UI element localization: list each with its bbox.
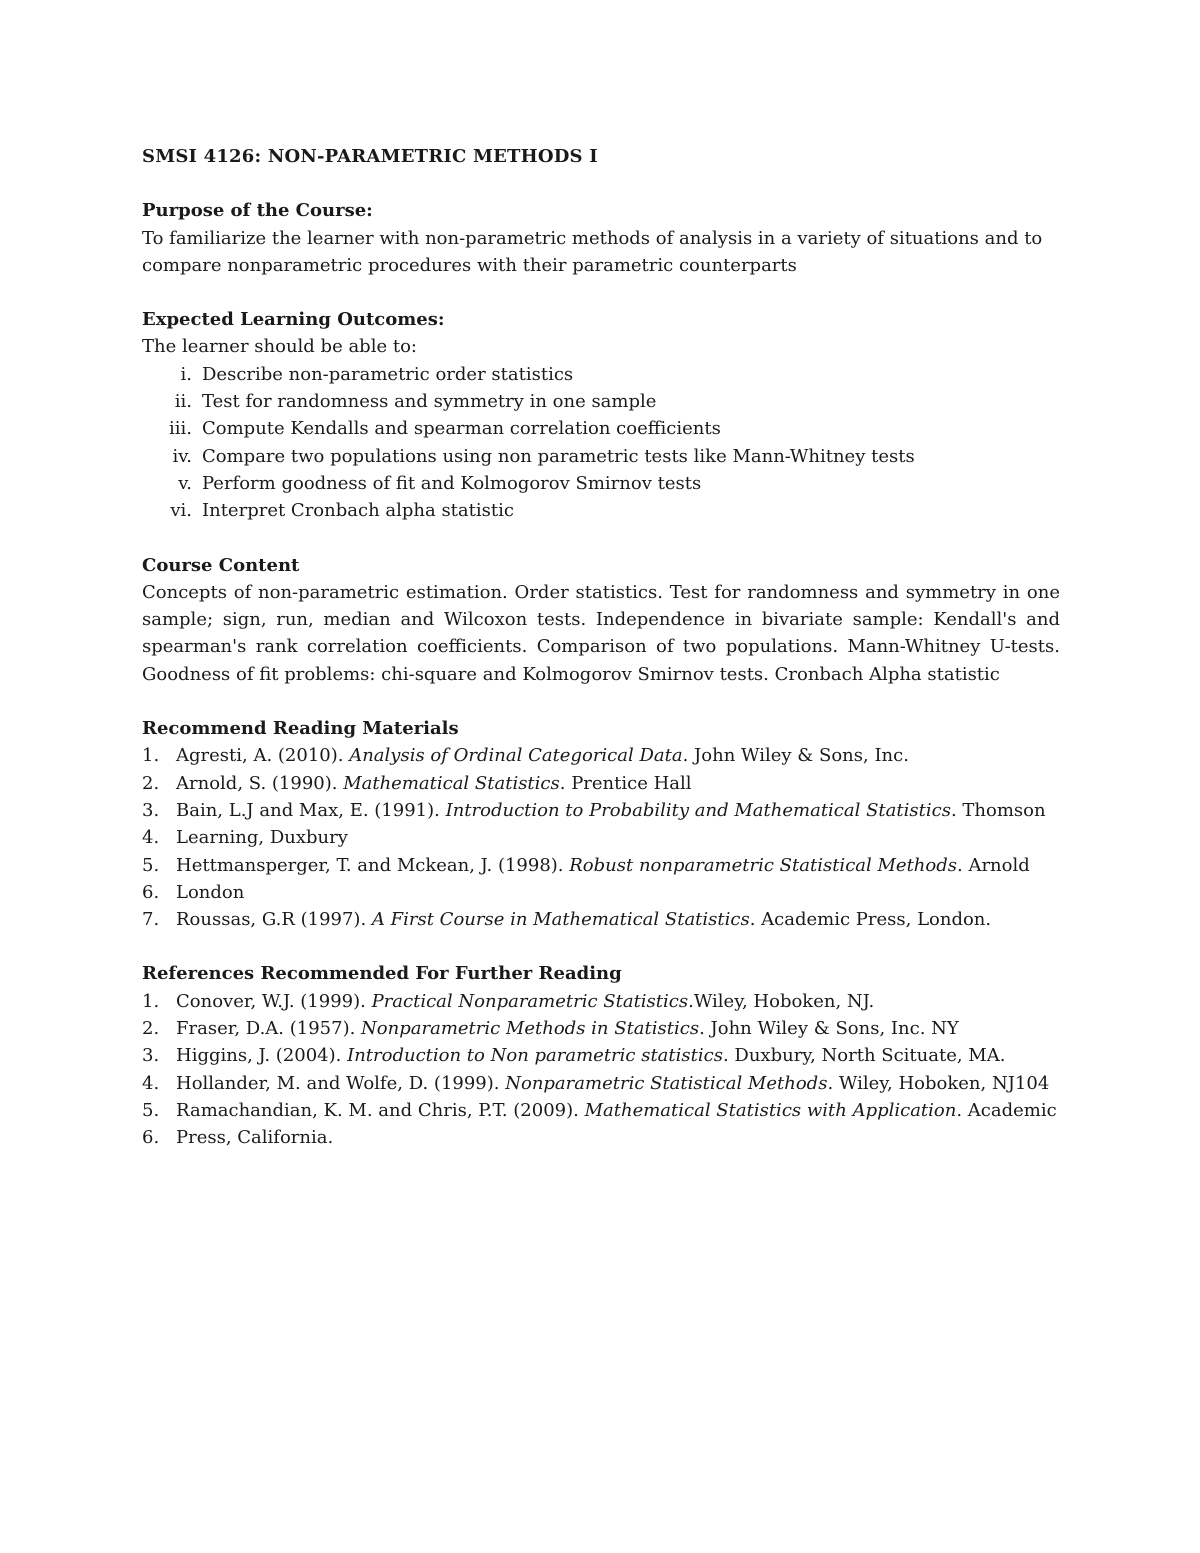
reading-list	[142, 742, 1060, 933]
list-marker: 4.	[142, 1072, 160, 1094]
list-marker: ii.	[174, 391, 192, 413]
citation-text	[176, 1042, 1060, 1069]
citation-title: Mathematical Statistics with Application	[584, 1099, 957, 1121]
citation-text	[176, 1124, 1060, 1151]
citation-authors: Agresti, A. (2010).	[176, 745, 350, 767]
outcomes-heading: Expected Learning Outcomes:	[142, 309, 445, 331]
list-marker: 5.	[142, 854, 160, 876]
citation-item	[142, 988, 1060, 1015]
list-marker: v.	[178, 472, 192, 494]
citation-authors: Roussas, G.R (1997).	[176, 909, 372, 931]
citation-publisher: . Thomson	[950, 799, 1046, 821]
list-marker: i.	[180, 363, 192, 385]
list-marker: iii.	[169, 418, 192, 440]
citation-title: A First Course in Mathematical Statistics	[371, 909, 750, 931]
citation-item	[142, 1015, 1060, 1042]
references-list	[142, 988, 1060, 1152]
citation-item	[142, 1124, 1060, 1151]
citation-text	[176, 742, 1060, 769]
citation-item	[142, 742, 1060, 769]
citation-authors: Ramachandian, K. M. and Chris, P.T. (2009).	[176, 1099, 585, 1121]
citation-text	[176, 852, 1060, 879]
citation-title: Practical Nonparametric Statistics.	[371, 990, 694, 1012]
citation-item	[142, 1097, 1060, 1124]
citation-publisher: . Wiley, Hoboken, NJ104	[827, 1072, 1050, 1094]
outcomes-section	[142, 306, 1060, 524]
citation-item	[142, 1070, 1060, 1097]
outcome-item	[142, 361, 1060, 388]
citation-authors: Higgins, J. (2004).	[176, 1045, 348, 1067]
citation-item	[142, 770, 1060, 797]
citation-authors: Learning, Duxbury	[176, 827, 348, 849]
citation-text	[176, 1097, 1060, 1124]
citation-item	[142, 1042, 1060, 1069]
citation-title: Analysis of Ordinal Categorical Data	[349, 745, 683, 767]
citation-text	[176, 1015, 1060, 1042]
references-section	[142, 960, 1060, 1151]
citation-text	[176, 797, 1060, 824]
citation-publisher: . Duxbury, North Scituate, MA.	[722, 1045, 1006, 1067]
citation-title: Nonparametric Statistical Methods	[505, 1072, 828, 1094]
outcome-item	[142, 388, 1060, 415]
citation-authors: Hettmansperger, T. and Mckean, J. (1998).	[176, 854, 570, 876]
citation-title: Introduction to Non parametric statistics	[347, 1045, 723, 1067]
outcome-text: Describe non-parametric order statistics	[202, 363, 574, 385]
outcome-text: Compare two populations using non parametric tests like Mann-Whitney tests	[202, 445, 915, 467]
purpose-text: To familiarize the learner with non-parametric methods of analysis in a variety of situations and to compare nonparametric procedures with their parametric counterparts	[142, 227, 1043, 276]
citation-text	[176, 906, 1060, 933]
references-heading: References Recommended For Further Reading	[142, 963, 622, 985]
citation-publisher: . Prentice Hall	[559, 772, 692, 794]
outcome-item	[142, 443, 1060, 470]
citation-publisher: . Arnold	[957, 854, 1030, 876]
list-marker: 6.	[142, 1127, 160, 1149]
list-marker: 2.	[142, 772, 160, 794]
citation-text	[176, 770, 1060, 797]
list-marker: 4.	[142, 827, 160, 849]
citation-item	[142, 852, 1060, 879]
outcome-text: Perform goodness of fit and Kolmogorov Smirnov tests	[202, 472, 702, 494]
citation-authors: London	[176, 881, 245, 903]
outcome-item	[142, 497, 1060, 524]
citation-publisher: Wiley, Hoboken, NJ.	[693, 990, 875, 1012]
citation-publisher: . John Wiley & Sons, Inc.	[682, 745, 909, 767]
citation-text	[176, 1070, 1060, 1097]
outcome-item	[142, 415, 1060, 442]
citation-authors: Press, California.	[176, 1127, 334, 1149]
course-title: SMSI 4126: NON-PARAMETRIC METHODS I	[142, 146, 598, 167]
outcome-item	[142, 470, 1060, 497]
citation-text	[176, 988, 1060, 1015]
list-marker: 1.	[142, 990, 160, 1012]
citation-text	[176, 824, 1060, 851]
citation-publisher: . Academic Press, London.	[749, 909, 992, 931]
citation-authors: Conover, W.J. (1999).	[176, 990, 372, 1012]
purpose-section	[142, 197, 1060, 279]
citation-publisher: . John Wiley & Sons, Inc. NY	[699, 1018, 959, 1040]
outcomes-list	[142, 361, 1060, 525]
list-marker: 3.	[142, 1045, 160, 1067]
list-marker: 2.	[142, 1018, 160, 1040]
citation-title: Robust nonparametric Statistical Methods	[569, 854, 957, 876]
list-marker: 6.	[142, 881, 160, 903]
citation-authors: Arnold, S. (1990).	[176, 772, 344, 794]
reading-heading: Recommend Reading Materials	[142, 718, 459, 740]
citation-item	[142, 797, 1060, 824]
reading-section	[142, 715, 1060, 933]
outcomes-intro: The learner should be able to:	[142, 336, 417, 358]
list-marker: 3.	[142, 799, 160, 821]
content-heading: Course Content	[142, 554, 300, 576]
list-marker: 7.	[142, 909, 160, 931]
citation-item	[142, 824, 1060, 851]
citation-authors: Bain, L.J and Max, E. (1991).	[176, 799, 446, 821]
citation-authors: Fraser, D.A. (1957).	[176, 1018, 362, 1040]
citation-title: Introduction to Probability and Mathematical Statistics	[445, 799, 951, 821]
citation-title: Nonparametric Methods in Statistics	[361, 1018, 700, 1040]
outcome-text: Interpret Cronbach alpha statistic	[202, 500, 514, 522]
list-marker: 1.	[142, 745, 160, 767]
outcome-text: Test for randomness and symmetry in one sample	[202, 391, 657, 413]
outcome-text: Compute Kendalls and spearman correlation coefficients	[202, 418, 721, 440]
citation-item	[142, 906, 1060, 933]
document-body	[142, 143, 1060, 1179]
list-marker: vi.	[170, 500, 192, 522]
list-marker: 5.	[142, 1099, 160, 1121]
citation-publisher: . Academic	[956, 1099, 1057, 1121]
content-section	[142, 552, 1060, 688]
citation-authors: Hollander, M. and Wolfe, D. (1999).	[176, 1072, 506, 1094]
list-marker: iv.	[172, 445, 192, 467]
citation-text	[176, 879, 1060, 906]
citation-title: Mathematical Statistics	[343, 772, 560, 794]
citation-item	[142, 879, 1060, 906]
content-text: Concepts of non-parametric estimation. Order statistics. Test for randomness and symmetry in one sample; sign, run, median and Wilcoxon tests. Independence in bivariate sample: Kendall's and spearman's rank correlation coefficients. Comparison of two populations. Mann-Whitney U-tests. Goodness of fit problems: chi-square and Kolmogorov Smirnov tests. Cronbach Alpha statistic	[142, 581, 1060, 685]
purpose-heading: Purpose of the Course:	[142, 200, 373, 222]
